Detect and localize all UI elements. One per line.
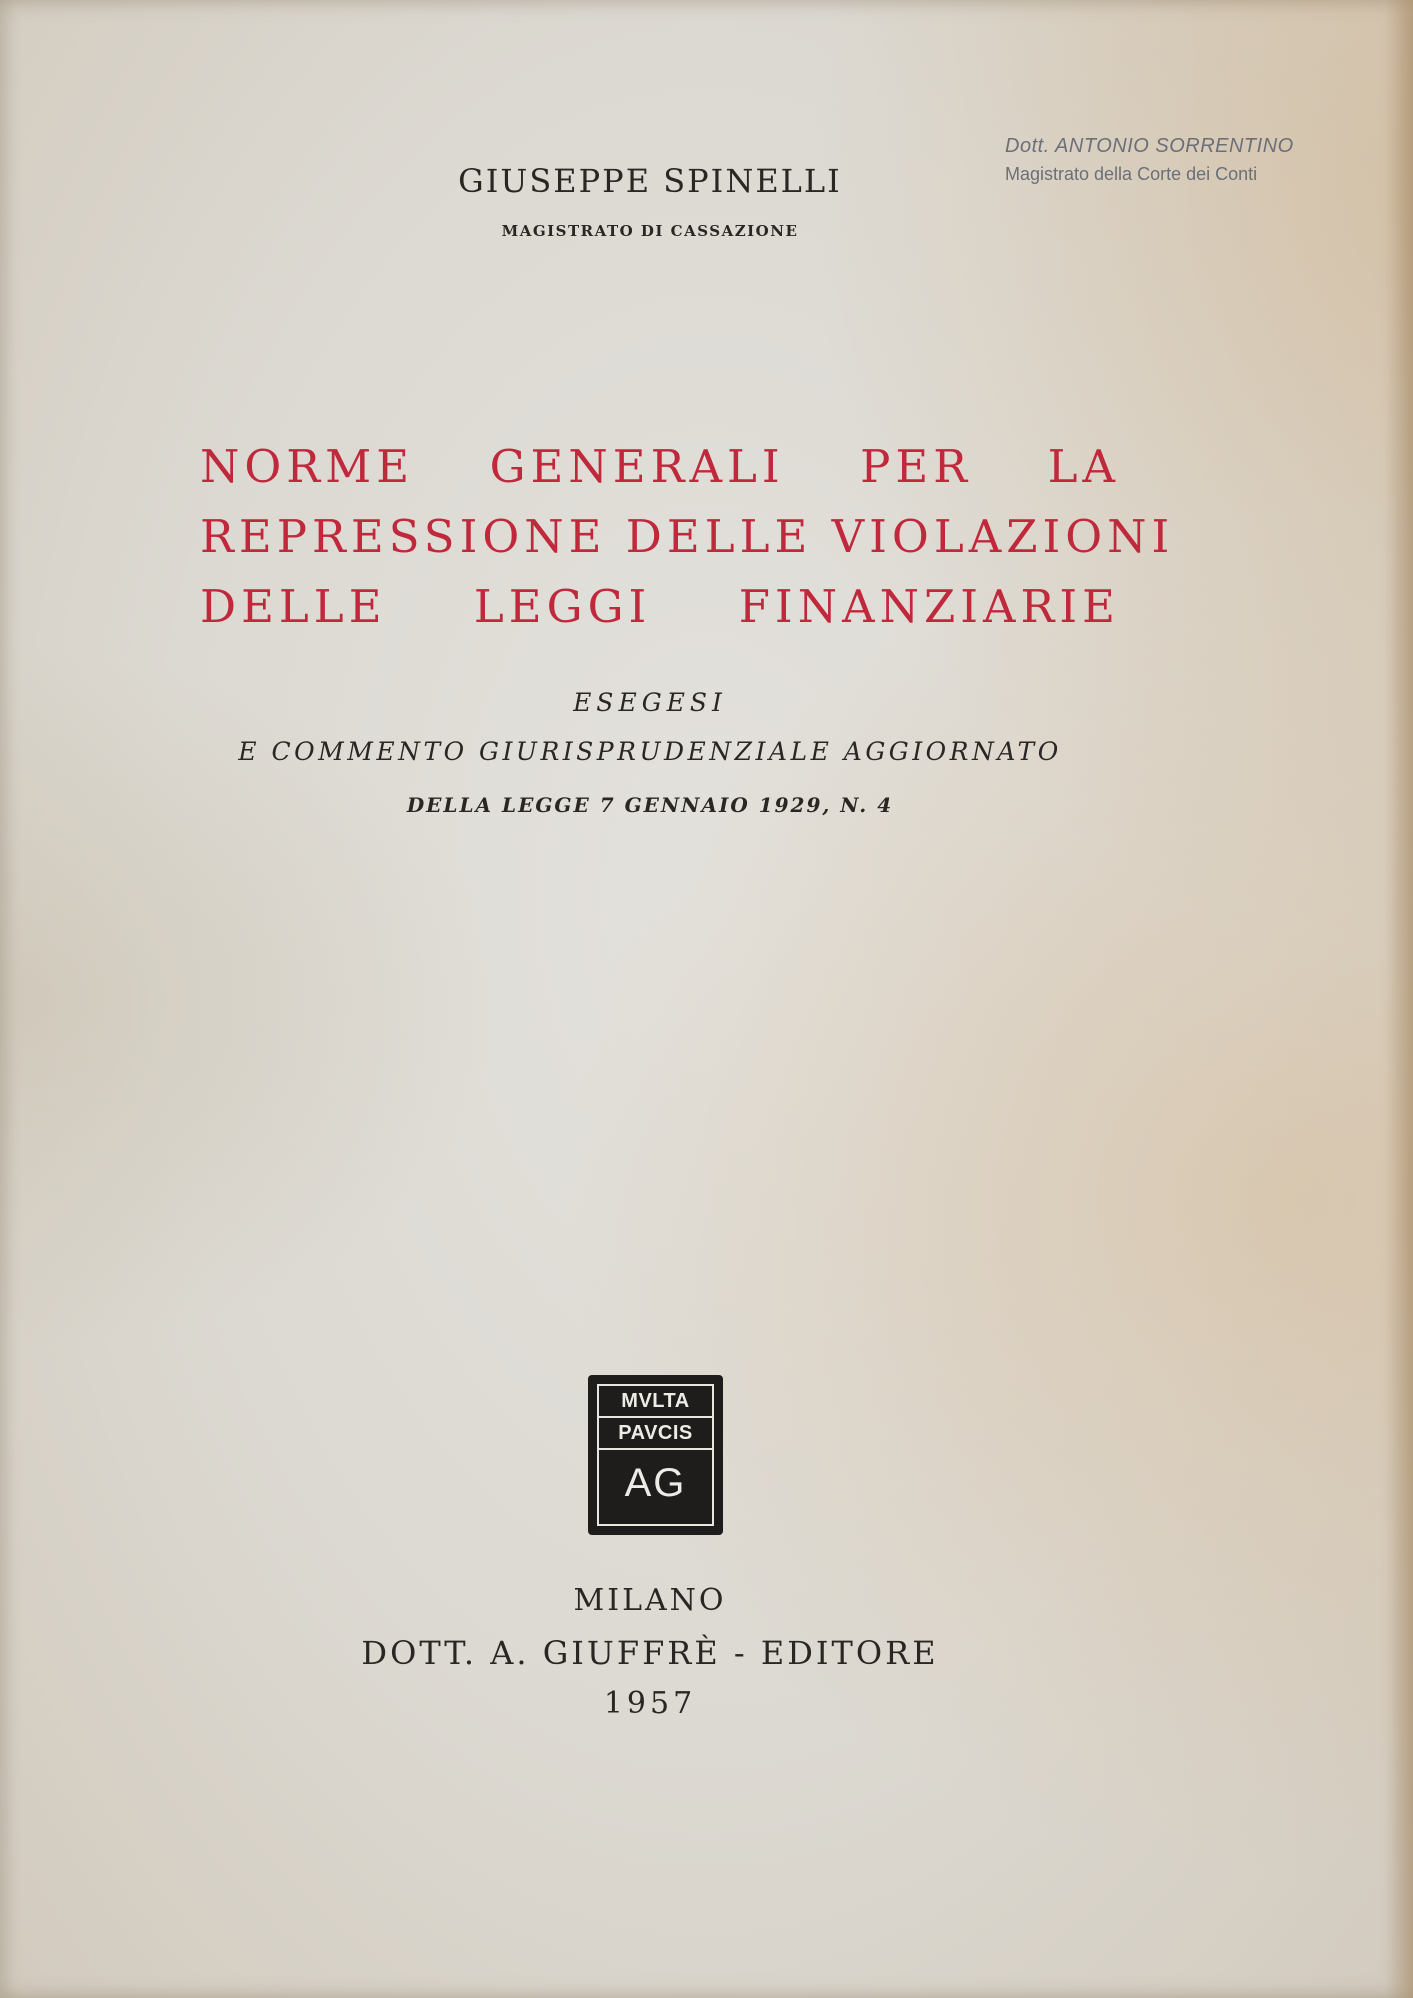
imprint-city: MILANO [573,1583,727,1618]
title-line-1: NORME GENERALI PER LA [200,440,1120,493]
author-name: GIUSEPPE SPINELLI [458,162,842,200]
cover-edge-wear [1385,0,1413,1998]
title-line-3: DELLE LEGGI FINANZIARIE [200,580,1120,633]
logo-text-multa: MVLTA [599,1386,712,1418]
publisher-logo [588,1375,723,1535]
logo-text-paucis: PAVCIS [599,1418,712,1450]
imprint-year: 1957 [603,1686,697,1721]
logo-text-ag: AG [624,1461,687,1505]
imprint-publisher: DOTT. A. GIUFFRÈ - EDITORE [361,1634,939,1672]
subtitle-line-1: ESEGESI [573,688,727,717]
subtitle-line-2: E COMMENTO GIURISPRUDENZIALE AGGIORNATO [238,737,1062,766]
stamp-title: Magistrato della Corte dei Conti [1005,164,1258,184]
subtitle-line-3: DELLA LEGGE 7 GENNAIO 1929, N. 4 [406,793,894,817]
author-role: MAGISTRATO DI CASSAZIONE [501,222,799,240]
stamp-name: Dott. ANTONIO SORRENTINO [1005,135,1294,157]
book-title [200,432,1175,642]
publisher-logo-frame [597,1384,714,1526]
title-line-2: REPRESSIONE DELLE VIOLAZIONI [200,510,1175,563]
